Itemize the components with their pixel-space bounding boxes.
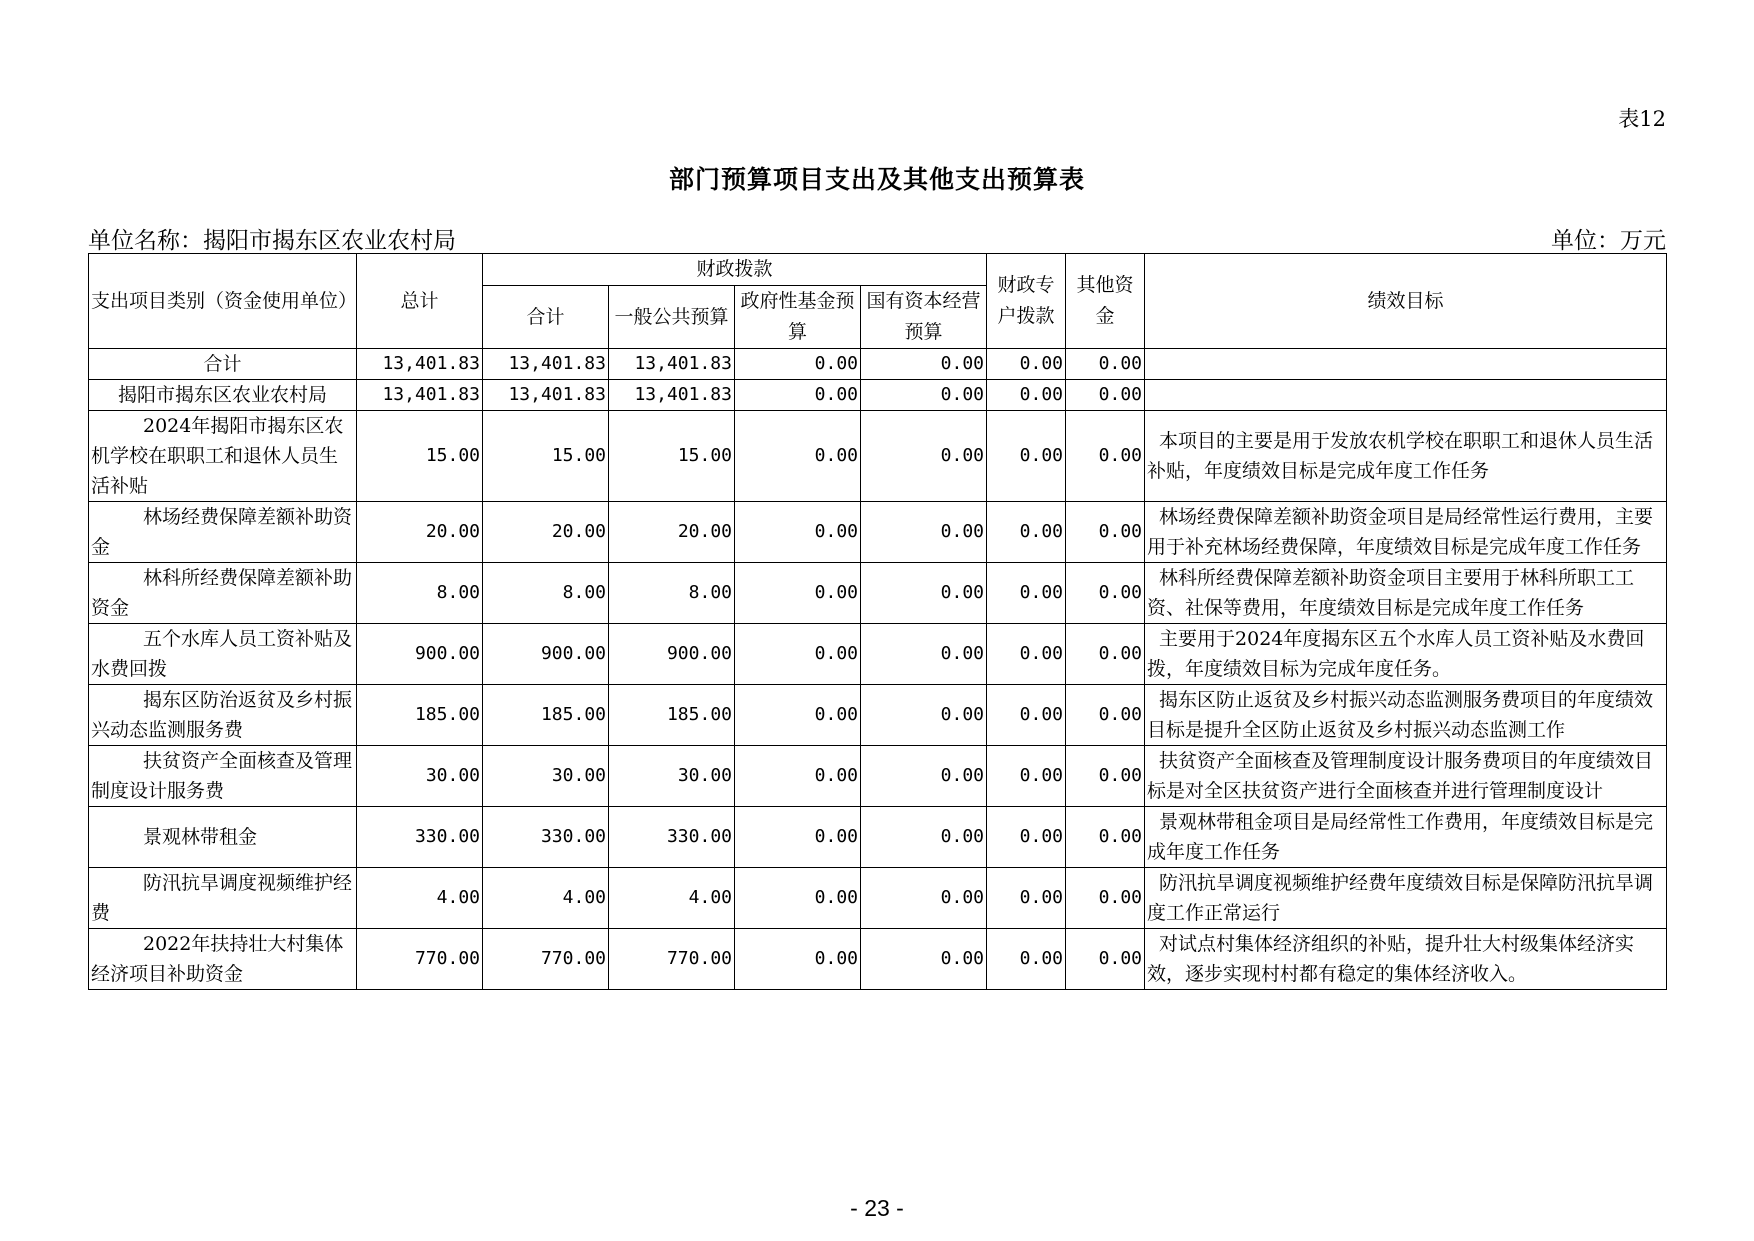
cell-gov-fund: 0.00 (735, 807, 861, 868)
cell-subtotal: 4.00 (483, 868, 609, 929)
cell-general: 13,401.83 (609, 380, 735, 411)
cell-gov-fund: 0.00 (735, 624, 861, 685)
summary-row (89, 380, 1667, 411)
cell-gov-fund: 0.00 (735, 746, 861, 807)
cell-state-capital: 0.00 (861, 380, 987, 411)
cell-performance-goal: 对试点村集体经济组织的补贴，提升壮大村级集体经济实效，逐步实现村村都有稳定的集体经济收入。 (1145, 929, 1667, 990)
cell-special: 0.00 (987, 502, 1066, 563)
summary-row (89, 349, 1667, 380)
cell-performance-goal: 林科所经费保障差额补助资金项目主要用于林科所职工工资、社保等费用，年度绩效目标是完成年度工作任务 (1145, 563, 1667, 624)
header-state-capital: 国有资本经营预算 (861, 286, 987, 349)
cell-gov-fund: 0.00 (735, 380, 861, 411)
cell-state-capital: 0.00 (861, 411, 987, 502)
currency-unit-label: 单位：万元 (1551, 228, 1666, 254)
cell-other: 0.00 (1066, 349, 1145, 380)
cell-subtotal: 13,401.83 (483, 349, 609, 380)
cell-special: 0.00 (987, 868, 1066, 929)
cell-special: 0.00 (987, 929, 1066, 990)
row-item-name: 林场经费保障差额补助资金 (89, 502, 357, 563)
cell-total: 4.00 (357, 868, 483, 929)
cell-special: 0.00 (987, 380, 1066, 411)
table-number: 表12 (1618, 107, 1666, 131)
table-row (89, 411, 1667, 502)
page-number: - 23 - (850, 1195, 904, 1221)
cell-performance-goal: 扶贫资产全面核查及管理制度设计服务费项目的年度绩效目标是对全区扶贫资产进行全面核查并进行管理制度设计 (1145, 746, 1667, 807)
cell-total: 900.00 (357, 624, 483, 685)
header-general-budget: 一般公共预算 (609, 286, 735, 349)
cell-total: 13,401.83 (357, 349, 483, 380)
row-item-name: 揭东区防治返贫及乡村振兴动态监测服务费 (89, 685, 357, 746)
table-row (89, 502, 1667, 563)
budget-table (88, 253, 1667, 990)
header-gov-fund: 政府性基金预算 (735, 286, 861, 349)
cell-performance-goal: 揭东区防止返贫及乡村振兴动态监测服务费项目的年度绩效目标是提升全区防止返贫及乡村振兴动态监测工作 (1145, 685, 1667, 746)
cell-general: 15.00 (609, 411, 735, 502)
cell-other: 0.00 (1066, 807, 1145, 868)
cell-special: 0.00 (987, 807, 1066, 868)
cell-total: 185.00 (357, 685, 483, 746)
table-row (89, 624, 1667, 685)
cell-total: 30.00 (357, 746, 483, 807)
cell-subtotal: 13,401.83 (483, 380, 609, 411)
cell-performance-goal (1145, 380, 1667, 411)
row-item-name: 扶贫资产全面核查及管理制度设计服务费 (89, 746, 357, 807)
cell-performance-goal (1145, 349, 1667, 380)
cell-general: 330.00 (609, 807, 735, 868)
cell-general: 185.00 (609, 685, 735, 746)
cell-other: 0.00 (1066, 685, 1145, 746)
cell-other: 0.00 (1066, 929, 1145, 990)
header-subtotal: 合计 (483, 286, 609, 349)
cell-total: 20.00 (357, 502, 483, 563)
cell-special: 0.00 (987, 624, 1066, 685)
cell-special: 0.00 (987, 563, 1066, 624)
cell-general: 900.00 (609, 624, 735, 685)
table-row (89, 807, 1667, 868)
cell-subtotal: 330.00 (483, 807, 609, 868)
cell-other: 0.00 (1066, 868, 1145, 929)
row-item-name: 防汛抗旱调度视频维护经费 (89, 868, 357, 929)
row-item-name: 五个水库人员工资补贴及水费回拨 (89, 624, 357, 685)
cell-general: 20.00 (609, 502, 735, 563)
header-performance: 绩效目标 (1145, 254, 1667, 349)
row-item-name: 2024年揭阳市揭东区农机学校在职职工和退休人员生活补贴 (89, 411, 357, 502)
cell-total: 15.00 (357, 411, 483, 502)
cell-subtotal: 8.00 (483, 563, 609, 624)
cell-performance-goal: 防汛抗旱调度视频维护经费年度绩效目标是保障防汛抗旱调度工作正常运行 (1145, 868, 1667, 929)
unit-name-label: 单位名称：揭阳市揭东区农业农村局 (88, 228, 456, 254)
table-row (89, 868, 1667, 929)
cell-gov-fund: 0.00 (735, 929, 861, 990)
cell-gov-fund: 0.00 (735, 502, 861, 563)
cell-total: 770.00 (357, 929, 483, 990)
cell-total: 13,401.83 (357, 380, 483, 411)
cell-performance-goal: 主要用于2024年度揭东区五个水库人员工资补贴及水费回拨，年度绩效目标为完成年度任务。 (1145, 624, 1667, 685)
cell-state-capital: 0.00 (861, 929, 987, 990)
cell-subtotal: 185.00 (483, 685, 609, 746)
cell-general: 8.00 (609, 563, 735, 624)
header-total: 总计 (357, 254, 483, 349)
cell-other: 0.00 (1066, 746, 1145, 807)
cell-general: 4.00 (609, 868, 735, 929)
cell-other: 0.00 (1066, 563, 1145, 624)
cell-state-capital: 0.00 (861, 685, 987, 746)
header-row-1 (89, 254, 1667, 286)
cell-other: 0.00 (1066, 624, 1145, 685)
cell-state-capital: 0.00 (861, 349, 987, 380)
cell-total: 330.00 (357, 807, 483, 868)
row-item-name: 揭阳市揭东区农业农村局 (89, 380, 357, 411)
header-other-funds: 其他资金 (1066, 254, 1145, 349)
row-item-name: 景观林带租金 (89, 807, 357, 868)
cell-state-capital: 0.00 (861, 624, 987, 685)
cell-subtotal: 20.00 (483, 502, 609, 563)
cell-other: 0.00 (1066, 411, 1145, 502)
row-item-name: 2022年扶持壮大村集体经济项目补助资金 (89, 929, 357, 990)
row-item-name: 林科所经费保障差额补助资金 (89, 563, 357, 624)
cell-performance-goal: 景观林带租金项目是局经常性工作费用，年度绩效目标是完成年度工作任务 (1145, 807, 1667, 868)
cell-total: 8.00 (357, 563, 483, 624)
cell-other: 0.00 (1066, 502, 1145, 563)
cell-performance-goal: 本项目的主要是用于发放农机学校在职职工和退休人员生活补贴，年度绩效目标是完成年度工作任务 (1145, 411, 1667, 502)
cell-gov-fund: 0.00 (735, 685, 861, 746)
cell-special: 0.00 (987, 685, 1066, 746)
table-row (89, 563, 1667, 624)
cell-general: 770.00 (609, 929, 735, 990)
header-category: 支出项目类别（资金使用单位） (89, 254, 357, 349)
cell-state-capital: 0.00 (861, 868, 987, 929)
cell-gov-fund: 0.00 (735, 563, 861, 624)
table-row (89, 746, 1667, 807)
cell-state-capital: 0.00 (861, 746, 987, 807)
cell-special: 0.00 (987, 349, 1066, 380)
cell-state-capital: 0.00 (861, 807, 987, 868)
header-fiscal-group: 财政拨款 (483, 254, 987, 286)
row-item-name: 合计 (89, 349, 357, 380)
cell-special: 0.00 (987, 411, 1066, 502)
cell-subtotal: 15.00 (483, 411, 609, 502)
cell-state-capital: 0.00 (861, 563, 987, 624)
page-title: 部门预算项目支出及其他支出预算表 (668, 165, 1085, 194)
table-row (89, 685, 1667, 746)
cell-general: 30.00 (609, 746, 735, 807)
cell-other: 0.00 (1066, 380, 1145, 411)
cell-special: 0.00 (987, 746, 1066, 807)
table-row (89, 929, 1667, 990)
cell-subtotal: 900.00 (483, 624, 609, 685)
cell-performance-goal: 林场经费保障差额补助资金项目是局经常性运行费用，主要用于补充林场经费保障，年度绩效目标是完成年度工作任务 (1145, 502, 1667, 563)
cell-gov-fund: 0.00 (735, 349, 861, 380)
cell-gov-fund: 0.00 (735, 411, 861, 502)
cell-general: 13,401.83 (609, 349, 735, 380)
header-special-fiscal: 财政专户拨款 (987, 254, 1066, 349)
cell-gov-fund: 0.00 (735, 868, 861, 929)
cell-state-capital: 0.00 (861, 502, 987, 563)
cell-subtotal: 30.00 (483, 746, 609, 807)
cell-subtotal: 770.00 (483, 929, 609, 990)
